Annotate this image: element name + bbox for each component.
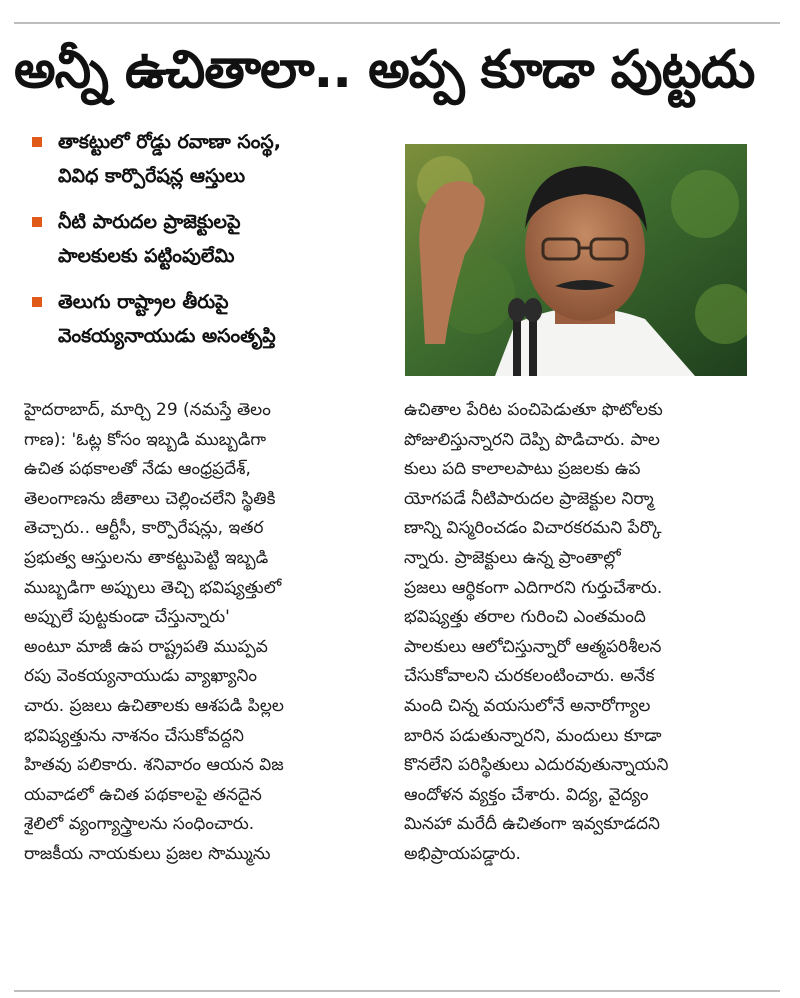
highlight-item: [24, 125, 394, 193]
article-line: తెలంగాణను జీతాలు చెల్లించలేని స్థితికి: [24, 488, 276, 509]
article-line: శైలిలో వ్యంగ్యాస్త్రాలను సంధించారు.: [24, 814, 255, 835]
article-line: పోజులిస్తున్నారని దెప్పి పొడిచారు. పాల: [404, 429, 660, 450]
article-line: భవిష్యత్తు తరాల గురించి ఎంతమంది: [404, 607, 646, 628]
article-line: కొనలేని పరిస్థితులు ఎదురవుతున్నాయని: [404, 755, 669, 776]
article-line: ణాన్ని విస్మరించడం విచారకరమని పేర్కొ: [404, 518, 662, 539]
article-line: న్నారు. ప్రాజెక్టులు ఉన్న ప్రాంతాల్లో: [404, 547, 621, 568]
article-line: ప్రజలు ఆర్థికంగా ఎదిగారని గుర్తుచేశారు.: [404, 577, 663, 598]
article-line: కులు పది కాలాలపాటు ప్రజలకు ఉప: [404, 459, 641, 480]
highlight-line: వివిధ కార్పొరేషన్ల ఆస్తులు: [58, 165, 246, 187]
article-line: అంటూ మాజీ ఉప రాష్ట్రపతి ముప్పవ: [24, 636, 268, 657]
article-line: పాలకులు ఆలోచిస్తున్నారో ఆత్మపరిశీలన: [404, 636, 662, 657]
article-line: యోగపడే నీటిపారుదల ప్రాజెక్టుల నిర్మా: [404, 488, 654, 509]
article-line: చేసుకోవాలని చురకలంటించారు. అనేక: [404, 666, 655, 687]
highlight-line: తెలుగు రాష్ట్రాల తీరుపై: [58, 291, 229, 313]
article-line: గాణ): 'ఓట్ల కోసం ఇబ్బడి ముబ్బడిగా: [24, 429, 267, 450]
article-line: చారు. ప్రజలు ఉచితాలకు ఆశపడి పిల్లల: [24, 695, 284, 716]
article-line: ఉచితాల పేరిట పంచిపెడుతూ ఫొటోలకు: [404, 400, 663, 420]
highlight-line: నీటి పారుదల ప్రాజెక్టులపై: [58, 211, 241, 233]
portrait-illustration: [405, 144, 747, 376]
article-right-column: [404, 396, 748, 870]
square-bullet-icon: [32, 297, 42, 307]
highlight-item: [24, 205, 394, 273]
article-line: భవిష్యత్తును నాశనం చేసుకోవద్దని: [24, 725, 244, 746]
highlights-list: [24, 125, 394, 365]
headline: అన్నీ ఉచితాలా.. అప్ప కూడా పుట్టదు: [14, 40, 755, 100]
article-line: ఉచిత పథకాలతో నేడు ఆంధ్రప్రదేశ్,: [24, 459, 251, 480]
highlight-line: పాలకులకు పట్టింపులేమి: [58, 245, 235, 267]
bottom-rule: [14, 990, 780, 992]
highlight-line: తాకట్టులో రోడ్డు రవాణా సంస్థ,: [58, 131, 281, 153]
article-line: అప్పులే పుట్టకుండా చేస్తున్నారు': [24, 607, 230, 628]
article-line: ప్రభుత్వ ఆస్తులను తాకట్టుపెట్టి ఇబ్బడి: [24, 547, 269, 568]
article-line: యవాడలో ఉచిత పథకాలపై తనదైన: [24, 784, 262, 805]
article-left-column: [24, 396, 384, 870]
square-bullet-icon: [32, 137, 42, 147]
article-line: ఆందోళన వ్యక్తం చేశారు. విద్య, వైద్యం: [404, 784, 649, 805]
article-line: తెచ్చారు.. ఆర్టీసీ, కార్పొరేషన్లు, ఇతర: [24, 518, 264, 539]
article-line: అభిప్రాయపడ్డారు.: [404, 843, 521, 864]
article-line: బారిన పడుతున్నారని, మందులు కూడా: [404, 725, 662, 746]
highlight-item: [24, 285, 394, 353]
article-line: ముబ్బడిగా అప్పులు తెచ్చి భవిష్యత్తులో: [24, 577, 282, 598]
article-line: హితవు పలికారు. శనివారం ఆయన విజ: [24, 755, 284, 776]
portrait-photo: [405, 144, 747, 376]
article-line: మినహా మరేదీ ఉచితంగా ఇవ్వకూడదని: [404, 814, 660, 835]
top-rule: [14, 22, 780, 24]
article-line: మంది చిన్న వయసులోనే అనారోగ్యాల: [404, 695, 651, 716]
article-line: రపు వెంకయ్యనాయుడు వ్యాఖ్యానిం: [24, 666, 258, 687]
article-line: రాజకీయ నాయకులు ప్రజల సొమ్మును: [24, 843, 271, 864]
highlight-line: వెంకయ్యనాయుడు అసంతృప్తి: [58, 325, 276, 347]
square-bullet-icon: [32, 217, 42, 227]
article-line: హైదరాబాద్, మార్చి 29 (నమస్తే తెలం: [24, 400, 271, 420]
